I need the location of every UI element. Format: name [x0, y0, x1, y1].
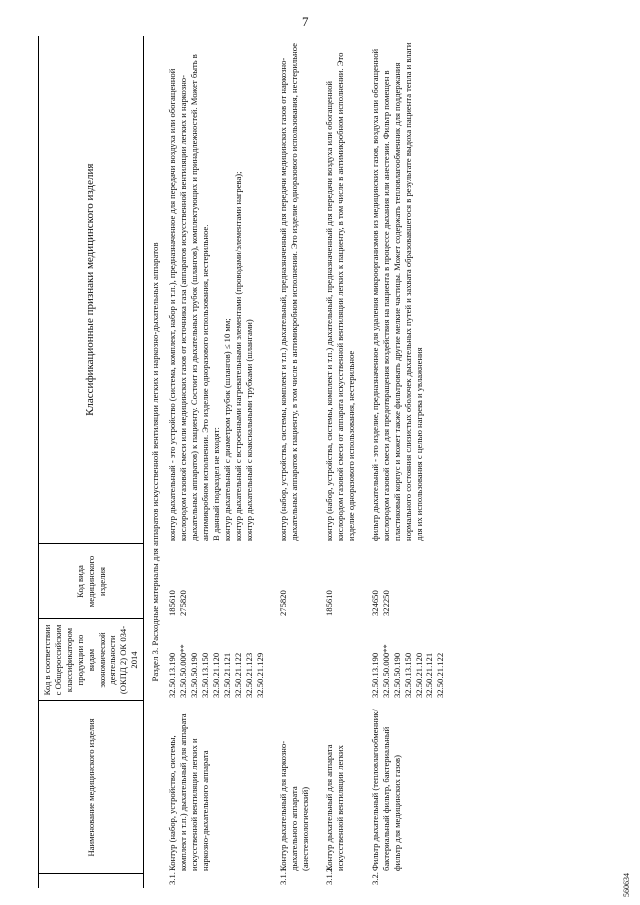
row-okpd-codes — [323, 619, 369, 701]
footer-code: 560634 — [622, 873, 631, 897]
row-number: 3.1.1. — [278, 865, 289, 885]
row-number: 3.1.2. — [324, 865, 335, 885]
table-row — [166, 36, 277, 888]
classification-table — [38, 36, 447, 888]
kind-code: 275820 — [278, 590, 289, 616]
row-kind-codes — [277, 544, 323, 619]
feature-text: В данный подраздел не входят: — [210, 427, 221, 541]
row-okpd-codes — [166, 619, 277, 701]
row-name: Контур дыхательный для аппарата искусственной вентиляции легких — [324, 744, 346, 871]
row-okpd-codes — [277, 619, 323, 701]
header-kind: Код вида медицинского изделия — [39, 544, 144, 619]
okpd-code: 32.50.13.190 — [369, 652, 380, 698]
kind-code: 185610 — [324, 590, 335, 616]
feature-text: контур дыхательный с встроенными нагревательными элементами (проводами/элементами нагрева); — [232, 171, 243, 541]
row-kind-codes — [323, 544, 369, 619]
row-name: Контур (набор, устройство, системы, комплект и т.п.) дыхательный для аппарата искусственной вентиляции легких и наркозно-дыхательного аппарата — [167, 713, 211, 871]
kind-code: 185610 — [167, 590, 178, 616]
okpd-code: 32.50.21.120 — [413, 652, 424, 698]
okpd-code: 32.50.21.123 — [243, 652, 254, 698]
row-features — [277, 36, 323, 544]
header-name: Наименование медицинского изделия — [39, 701, 144, 874]
okpd-code: 32.50.21.121 — [221, 652, 232, 698]
section-title: Раздел 3. Расходные материалы для аппаратов искусственной вентиляции легких и наркозно-дыхательных аппаратов — [150, 242, 161, 682]
table-row — [369, 36, 447, 888]
kind-code: 324650 — [369, 590, 380, 616]
okpd-code: 32.50.21.122 — [232, 652, 243, 698]
okpd-code: 32.50.50.000** — [178, 644, 189, 698]
row-features — [369, 36, 447, 544]
row-name: Фильтр дыхательный (тепловлагообменник/ бактериальный фильтр, бактериальный фильтр для медицинских газов) — [369, 709, 402, 871]
feature-text: контур (набор, устройства, системы, комплект и т.п.) дыхательный, предназначенный для передачи воздуха или обогащенной кислородом газовой смеси от аппарата искусственной вентиляции легких к пациенту, в том числе в антимикробном исполнении. Это изделие одноразового использования, нестерильное — [324, 52, 357, 541]
okpd-code: 32.50.21.120 — [210, 652, 221, 698]
row-number: 3.1. — [167, 872, 178, 885]
row-kind-codes — [369, 544, 447, 619]
page-number: 7 — [302, 14, 309, 29]
okpd-code: 32.50.21.122 — [435, 652, 446, 698]
header-okpd: Код в соответствии с Общероссийским классификатором продукции по видам экономической деятельности (ОКПД 2) ОК 034-2014 — [39, 619, 144, 701]
row-kind-codes — [166, 544, 277, 619]
header-number — [39, 874, 144, 888]
okpd-code: 32.50.13.150 — [200, 652, 211, 698]
feature-text: контур (набор, устройства, системы, комплект и т.п.) дыхательный, предназначенный для передачи медицинских газов от наркозно-дыхательных аппаратов к пациенту, в том числе в антимикробном исполнении. Это изделие одноразового использования, нестерильное — [278, 43, 300, 541]
okpd-code: 32.50.13.150 — [402, 652, 413, 698]
row-name: Контур дыхательный для наркозно-дыхательного аппарата (анестезиологический) — [278, 740, 311, 871]
header-features: Классификационные признаки медицинского изделия — [39, 36, 144, 544]
row-okpd-codes — [369, 619, 447, 701]
row-number: 3.2. — [369, 872, 380, 885]
feature-text: контур дыхательный - это устройство (система, комплект, набор и т.п.), предназначенное для передачи воздуха или обогащенной кислородом газовой смеси или медицинских газов от источника газа (аппаратов искусственной вентиляции легких и наркозно-дыхательных аппаратов) к пациенту. Состоит из дыхательных трубок (шлангов), комплектующих и принадлежностей. Может быть в антимикробном исполнении. Это изделие одноразового использования, нестерильное. — [167, 54, 211, 541]
okpd-code: 32.50.21.129 — [254, 652, 265, 698]
okpd-code: 32.50.13.190 — [167, 652, 178, 698]
table-row — [323, 36, 369, 888]
table-row — [277, 36, 323, 888]
okpd-code: 32.50.50.190 — [391, 652, 402, 698]
feature-text: контур дыхательный с коаксиальными трубками (шлангами) — [243, 319, 254, 541]
row-features — [166, 36, 277, 544]
okpd-code: 32.50.21.121 — [424, 652, 435, 698]
kind-code: 275820 — [178, 590, 189, 616]
okpd-code: 32.50.50.000** — [380, 644, 391, 698]
feature-text: контур дыхательный с диаметром трубок (шлангов) ≤ 10 мм; — [221, 318, 232, 541]
row-features — [323, 36, 369, 544]
kind-code: 322250 — [380, 590, 391, 616]
table-header-row — [39, 36, 144, 888]
okpd-code: 32.50.50.190 — [189, 652, 200, 698]
feature-text: фильтр дыхательный - это изделие, предназначенное для удаления микроорганизмов из медицинских газов, воздуха или обогащенной кислородом газовой смеси для предотвращения воздействия на пациента в процессе дыхания или анестезии. Фильтр помещен в пластиковый корпус и может также фильтровать другие мелкие частицы. Может содержать тепловлагообменник для поддержания нормального состояния слизистых оболочек дыхательных путей и захвата образовавшегося в результате выдоха пациента тепла и влаги для их использования с целью нагрева и увлажнения — [369, 42, 424, 541]
